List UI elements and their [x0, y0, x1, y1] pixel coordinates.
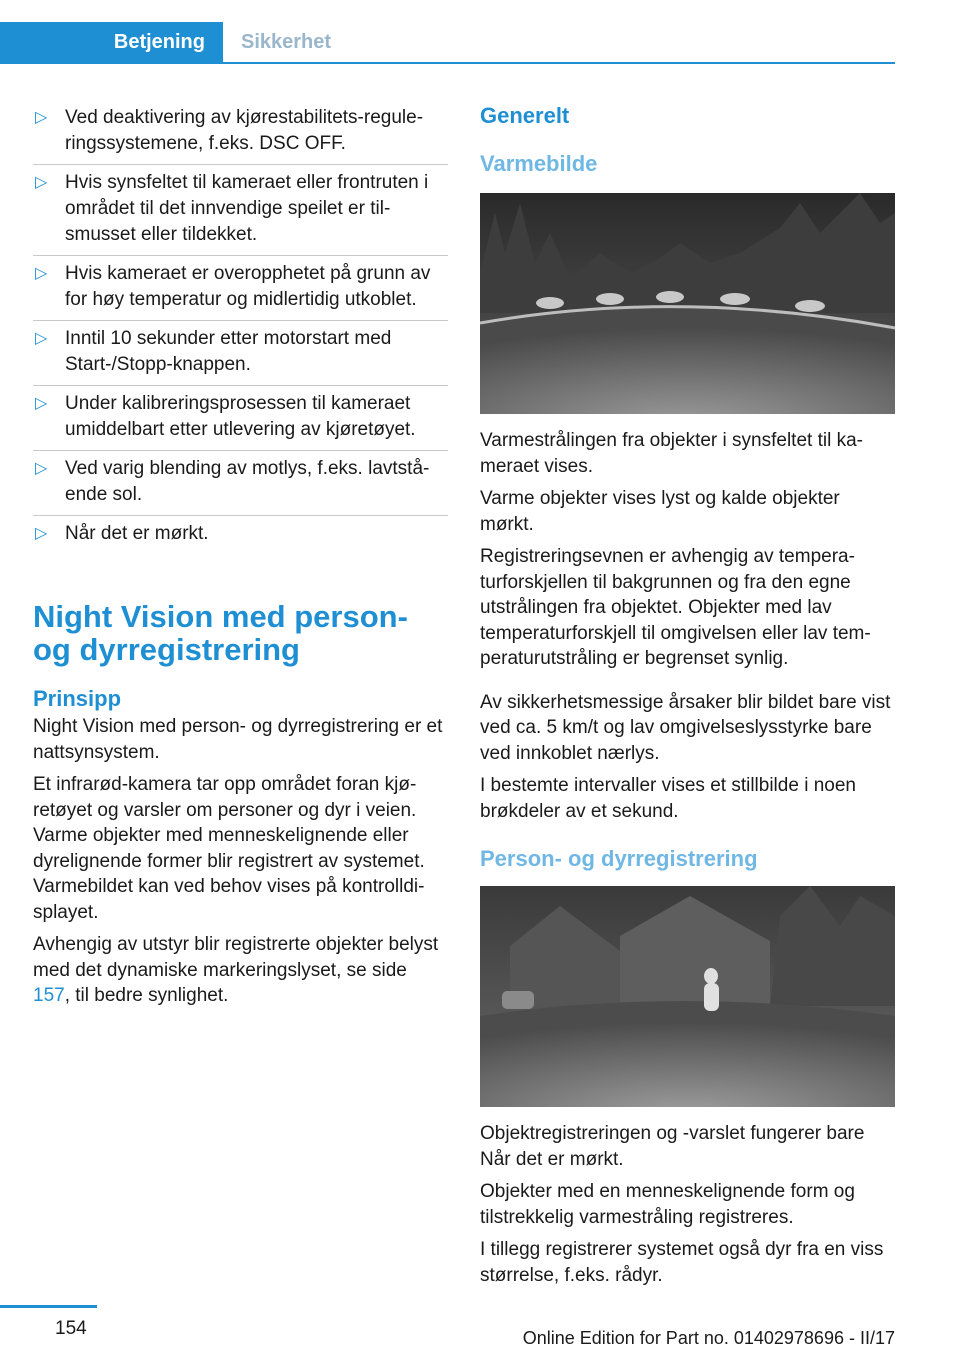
tab-betjening[interactable]: Betjening [0, 22, 223, 62]
condition-list [33, 100, 448, 554]
triangle-bullet-icon: ▷ [35, 265, 48, 282]
triangle-bullet-icon: ▷ [35, 174, 48, 191]
list-item: ▷ Når det er mørkt. [33, 516, 448, 554]
triangle-bullet-icon: ▷ [35, 460, 48, 477]
list-item: ▷ Ved varig blending av motlys, f.eks. lavtstående sol. [33, 451, 448, 516]
principle-paragraph-3: Avhengig av utstyr blir registrerte objekter belyst med det dynamiske markeringslyset, se side 157, til bedre synlighet. [33, 934, 439, 1006]
thermal-image-heading: Varmebilde [480, 151, 598, 176]
detection-paragraph-1: Objektregistreringen og -varslet fungerer bare Når det er mørkt. [480, 1123, 865, 1170]
thermal-image-animals [480, 193, 895, 414]
page-reference-link[interactable]: 157 [33, 985, 65, 1006]
principle-paragraph-2: Et infrarød-kamera tar opp området foran kjøretøyet og varsler om personer og dyr i veien. Varme objekter med menneskelignende eller dyrelignende former blir registrert av systemet. Varmebildet kan ved behov vises på kontrolldisplayet. [33, 774, 425, 923]
left-column [33, 100, 448, 1009]
list-item: ▷ Inntil 10 sekunder etter motorstart med Start-/Stopp-knappen. [33, 321, 448, 386]
detection-heading: Person- og dyrregistrering [480, 846, 758, 871]
detection-paragraph-3: I tillegg registrerer systemet også dyr fra en viss størrelse, f.eks. rådyr. [480, 1239, 884, 1286]
thermal-paragraph-1: Varmestrålingen fra objekter i synsfeltet til kameraet vises. [480, 430, 863, 477]
thermal-paragraph-3: Registreringsevnen er avhengig av temperaturforskjellen til bakgrunnen og fra den egne utstrålingen fra objektet. Objekter med lav temperaturforskjell til omgivelsen eller lav temperaturutstråling er begrenset synlig. [480, 546, 871, 669]
footer-rule [0, 1305, 97, 1308]
thermal-paragraph-5: I bestemte intervaller vises et stillbilde i noen brøkdeler av et sekund. [480, 775, 856, 822]
detection-paragraph-2: Objekter med en menneskelignende form og tilstrekkelig varmestråling registreres. [480, 1181, 855, 1228]
triangle-bullet-icon: ▷ [35, 395, 48, 412]
list-item: ▷ Ved deaktivering av kjørestabilitets-reguleringssystemene, f.eks. DSC OFF. [33, 100, 448, 165]
right-column [480, 100, 895, 1288]
list-item: ▷ Hvis synsfeltet til kameraet eller frontruten i området til det innvendige speilet er tilsmusset eller tildekket. [33, 165, 448, 256]
list-item: ▷ Hvis kameraet er overopphetet på grunn av for høy temperatur og midlertidig utkoblet. [33, 256, 448, 321]
thermal-paragraph-2: Varme objekter vises lyst og kalde objekter mørkt. [480, 488, 840, 535]
chapter-tab-bar [0, 22, 895, 64]
general-heading: Generelt [480, 103, 570, 128]
triangle-bullet-icon: ▷ [35, 109, 48, 126]
page-number: 154 [55, 1318, 87, 1339]
thermal-image-pedestrian [480, 886, 895, 1107]
triangle-bullet-icon: ▷ [35, 330, 48, 347]
triangle-bullet-icon: ▷ [35, 525, 48, 542]
list-item: ▷ Under kalibreringsprosessen til kameraet umiddelbart etter utlevering av kjøretøyet. [33, 386, 448, 451]
principle-paragraph-1: Night Vision med person- og dyrregistrering er et nattsynsystem. [33, 716, 443, 763]
edition-note: Online Edition for Part no. 01402978696 - II/17 [522, 1328, 895, 1348]
thermal-paragraph-4: Av sikkerhetsmessige årsaker blir bildet bare vist ved ca. 5 km/t og lav omgivelseslysstyrke bare ved innkoblet nærlys. [480, 691, 891, 764]
principle-heading: Prinsipp [33, 686, 122, 711]
section-title: Night Vision med person- og dyrregistrering [33, 599, 408, 667]
tab-sikkerhet[interactable]: Sikkerhet [223, 22, 331, 62]
